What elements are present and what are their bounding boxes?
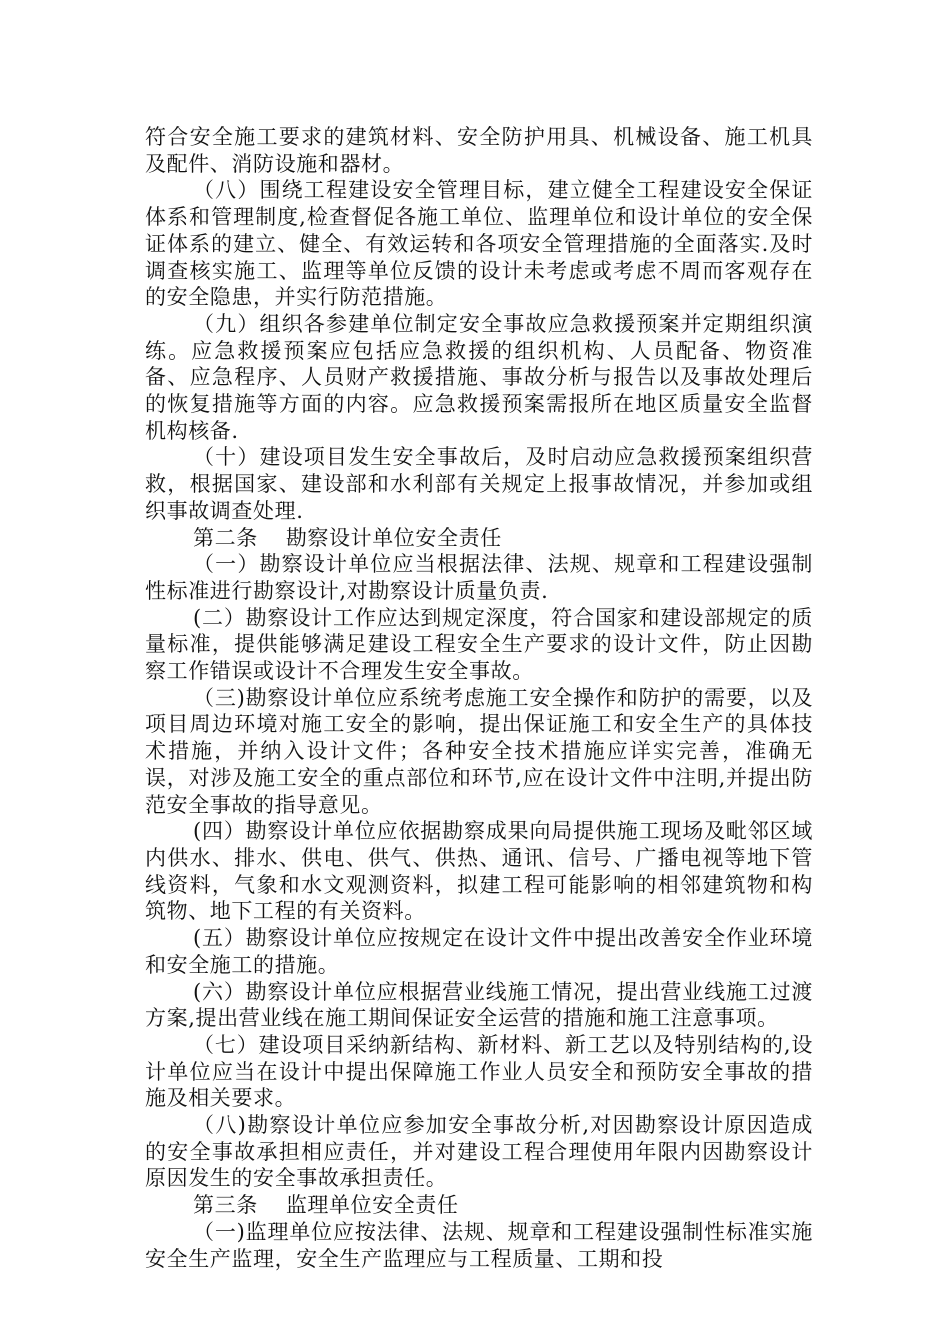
paragraph-item-8b: （八)勘察设计单位应参加安全事故分析,对因勘察设计原因造成的安全事故承担相应责任，并对建设工程合理使用年限内因勘察设计原因发生的安全事故承担责任。	[145, 1113, 813, 1191]
paragraph-item-5: (五）勘察设计单位应按规定在设计文件中提出改善安全作业环境和安全施工的措施。	[145, 926, 813, 977]
paragraph-item-4: (四）勘察设计单位应依据勘察成果向局提供施工现场及毗邻区域内供水、排水、供电、供气、供热、通讯、信号、广播电视等地下管线资料，气象和水文观测资料，拟建工程可能影响的相邻建筑物和构筑物、地下工程的有关资料。	[145, 819, 813, 924]
article-number: 第三条	[193, 1193, 258, 1218]
section-heading-article-2	[145, 525, 813, 552]
article-title: 监理单位安全责任	[285, 1193, 459, 1218]
paragraph-item-3: （三)勘察设计单位应系统考虑施工安全操作和防护的需要，以及项目周边环境对施工安全的影响，提出保证施工和安全生产的具体技术措施，并纳入设计文件；各种安全技术措施应详实完善，准确无误，对涉及施工安全的重点部位和环节,应在设计文件中注明,并提出防范安全事故的指导意见。	[145, 685, 813, 817]
section-heading-article-3	[145, 1192, 813, 1219]
article-number: 第二条	[193, 525, 258, 550]
document-page	[145, 124, 813, 1272]
paragraph-item-7: （七）建设项目采纳新结构、新材料、新工艺以及特别结构的,设计单位应当在设计中提出保障施工作业人员安全和预防安全事故的措施及相关要求。	[145, 1032, 813, 1111]
paragraph-continuation: 符合安全施工要求的建筑材料、安全防护用具、机械设备、施工机具及配件、消防设施和器材。	[145, 125, 813, 176]
paragraph-item-10: （十）建设项目发生安全事故后，及时启动应急救援预案组织营救，根据国家、建设部和水利部有关规定上报事故情况，并参加或组织事故调查处理.	[145, 445, 813, 523]
paragraph-item-1: （一）勘察设计单位应当根据法律、法规、规章和工程建设强制性标准进行勘察设计,对勘察设计质量负责.	[145, 552, 813, 603]
paragraph-item-6: (六）勘察设计单位应根据营业线施工情况，提出营业线施工过渡方案,提出营业线在施工期间保证安全运营的措施和施工注意事项。	[145, 979, 813, 1031]
paragraph-item-8: （八）围绕工程建设安全管理目标，建立健全工程建设安全保证体系和管理制度,检查督促各施工单位、监理单位和设计单位的安全保证体系的建立、健全、有效运转和各项安全管理措施的全面落实.及时调查核实施工、监理等单位反馈的设计未考虑或考虑不周而客观存在的安全隐患，并实行防范措施。	[145, 178, 813, 310]
article-title: 勘察设计单位安全责任	[285, 525, 502, 550]
paragraph-item-2: (二）勘察设计工作应达到规定深度，符合国家和建设部规定的质量标准，提供能够满足建设工程安全生产要求的设计文件，防止因勘察工作错误或设计不合理发生安全事故。	[145, 605, 813, 684]
paragraph-item-9: （九）组织各参建单位制定安全事故应急救援预案并定期组织演练。应急救援预案应包括应急救援的组织机构、人员配备、物资准备、应急程序、人员财产救援措施、事故分析与报告以及事故处理后的恢复措施等方面的内容。应急救援预案需报所在地区质量安全监督机构核备.	[145, 311, 813, 443]
paragraph-item-1b: （一)监理单位应按法律、法规、规章和工程建设强制性标准实施安全生产监理，安全生产监理应与工程质量、工期和投	[145, 1219, 813, 1271]
